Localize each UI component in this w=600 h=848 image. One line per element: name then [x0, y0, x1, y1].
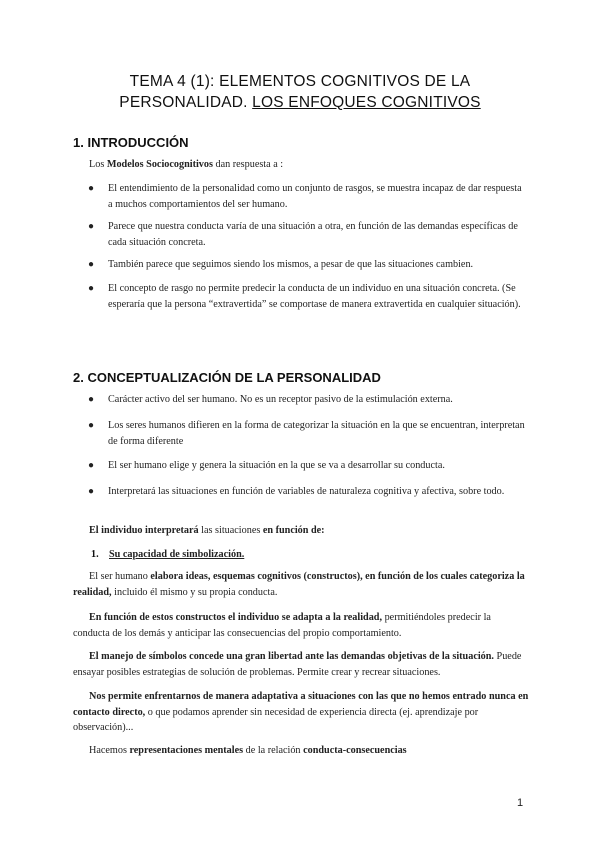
section-1-bullet-2: Parece que nuestra conducta varía de una situación a otra, en función de las demandas específicas de cada situación concreta. — [108, 221, 518, 248]
p1-post: incluido él mismo y su propia conducta. — [111, 586, 278, 598]
intro-pre: Los — [89, 159, 107, 170]
p5-pre: Hacemos — [89, 745, 130, 756]
p5-bold-1: representaciones mentales — [129, 745, 244, 756]
lead-bold-2: en función de: — [262, 525, 325, 536]
p2-post: permitiéndoles predecir la conducta de los demás y anticipar las consecuencias del propio comportamiento. — [73, 612, 491, 639]
list-number: 1. — [91, 549, 99, 560]
p5-mid: de la relación — [243, 745, 304, 756]
section-2-heading: 2. CONCEPTUALIZACIÓN DE LA PERSONALIDAD — [73, 370, 381, 385]
title-line-1: TEMA 4 (1): ELEMENTOS COGNITIVOS DE LA — [129, 73, 471, 90]
p5-bold-2: conducta-consecuencias — [303, 745, 407, 756]
lead-bold-1: El individuo interpretará — [89, 525, 199, 536]
section-1-bullet-1: El entendimiento de la personalidad como un conjunto de rasgos, se muestra incapaz de dar respuesta a muchos comportamientos del ser humano. — [108, 183, 522, 210]
bullet-dot: ● — [88, 420, 95, 431]
section-1-heading: 1. INTRODUCCIÓN — [73, 135, 189, 150]
item-label: Su capacidad de simbolización. — [109, 549, 245, 560]
intro-post: dan respuesta a : — [212, 159, 284, 170]
section-1-bullet-4: El concepto de rasgo no permite predecir la conducta de un individuo en una situación concreta. (Se esperaría que la persona “extravertida” se comportase de manera extravertida en cualquier situación). — [108, 283, 521, 310]
page-number: 1 — [517, 797, 524, 809]
interpret-lead — [89, 523, 529, 539]
title-line-2a: PERSONALIDAD. — [119, 94, 248, 111]
paragraph-4 — [73, 689, 529, 736]
bullet-dot: ● — [88, 460, 95, 471]
p3-bold: El manejo de símbolos concede una gran libertad ante las demandas objetivas de la situación. — [89, 651, 494, 662]
p1-pre: El ser humano — [89, 571, 151, 582]
list-item-symbolization — [109, 547, 529, 563]
document-title — [60, 71, 540, 113]
lead-mid: las situaciones — [198, 525, 263, 536]
title-line-2b: LOS ENFOQUES COGNITIVOS — [252, 94, 481, 111]
section-1-intro — [89, 157, 529, 173]
bullet-dot: ● — [88, 221, 95, 232]
p1-bold: elabora ideas, esquemas cognitivos (constructos), en función de los cuales categoriza la realidad, — [73, 571, 525, 598]
paragraph-3 — [73, 649, 529, 680]
section-2-bullet-3: El ser humano elige y genera la situación en la que se va a desarrollar su conducta. — [108, 460, 445, 471]
bullet-dot: ● — [88, 486, 95, 497]
bullet-dot: ● — [88, 283, 95, 294]
paragraph-5 — [89, 743, 529, 759]
title-line-2 — [60, 92, 540, 113]
paragraph-2 — [73, 610, 529, 641]
intro-bold: Modelos Sociocognitivos — [106, 159, 213, 170]
section-2-bullet-4: Interpretará las situaciones en función de variables de naturaleza cognitiva y afectiva, sobre todo. — [108, 486, 505, 497]
p2-bold: En función de estos constructos el individuo se adapta a la realidad, — [89, 612, 383, 623]
bullet-dot: ● — [88, 394, 95, 405]
section-2-bullet-2: Los seres humanos difieren en la forma de categorizar la situación en la que se encuentran, interpretan de forma diferente — [108, 420, 525, 447]
p4-post: o que podamos aprender sin necesidad de experiencia directa (ej. aprendizaje por observación)... — [73, 706, 479, 733]
section-2-bullet-1: Carácter activo del ser humano. No es un receptor pasivo de la estimulación externa. — [108, 394, 453, 405]
p3-post: Puede ensayar posibles estrategias de solución de problemas. Permite crear y recrear situaciones. — [73, 651, 522, 678]
bullet-dot: ● — [88, 259, 95, 270]
paragraph-1 — [73, 569, 529, 600]
bullet-dot: ● — [88, 183, 95, 194]
p4-bold: Nos permite enfrentarnos de manera adaptativa a situaciones con las que no hemos entrado nunca en contacto directo, — [73, 691, 529, 718]
section-1-bullet-3: También parece que seguimos siendo los mismos, a pesar de que las situaciones cambien. — [108, 259, 474, 270]
